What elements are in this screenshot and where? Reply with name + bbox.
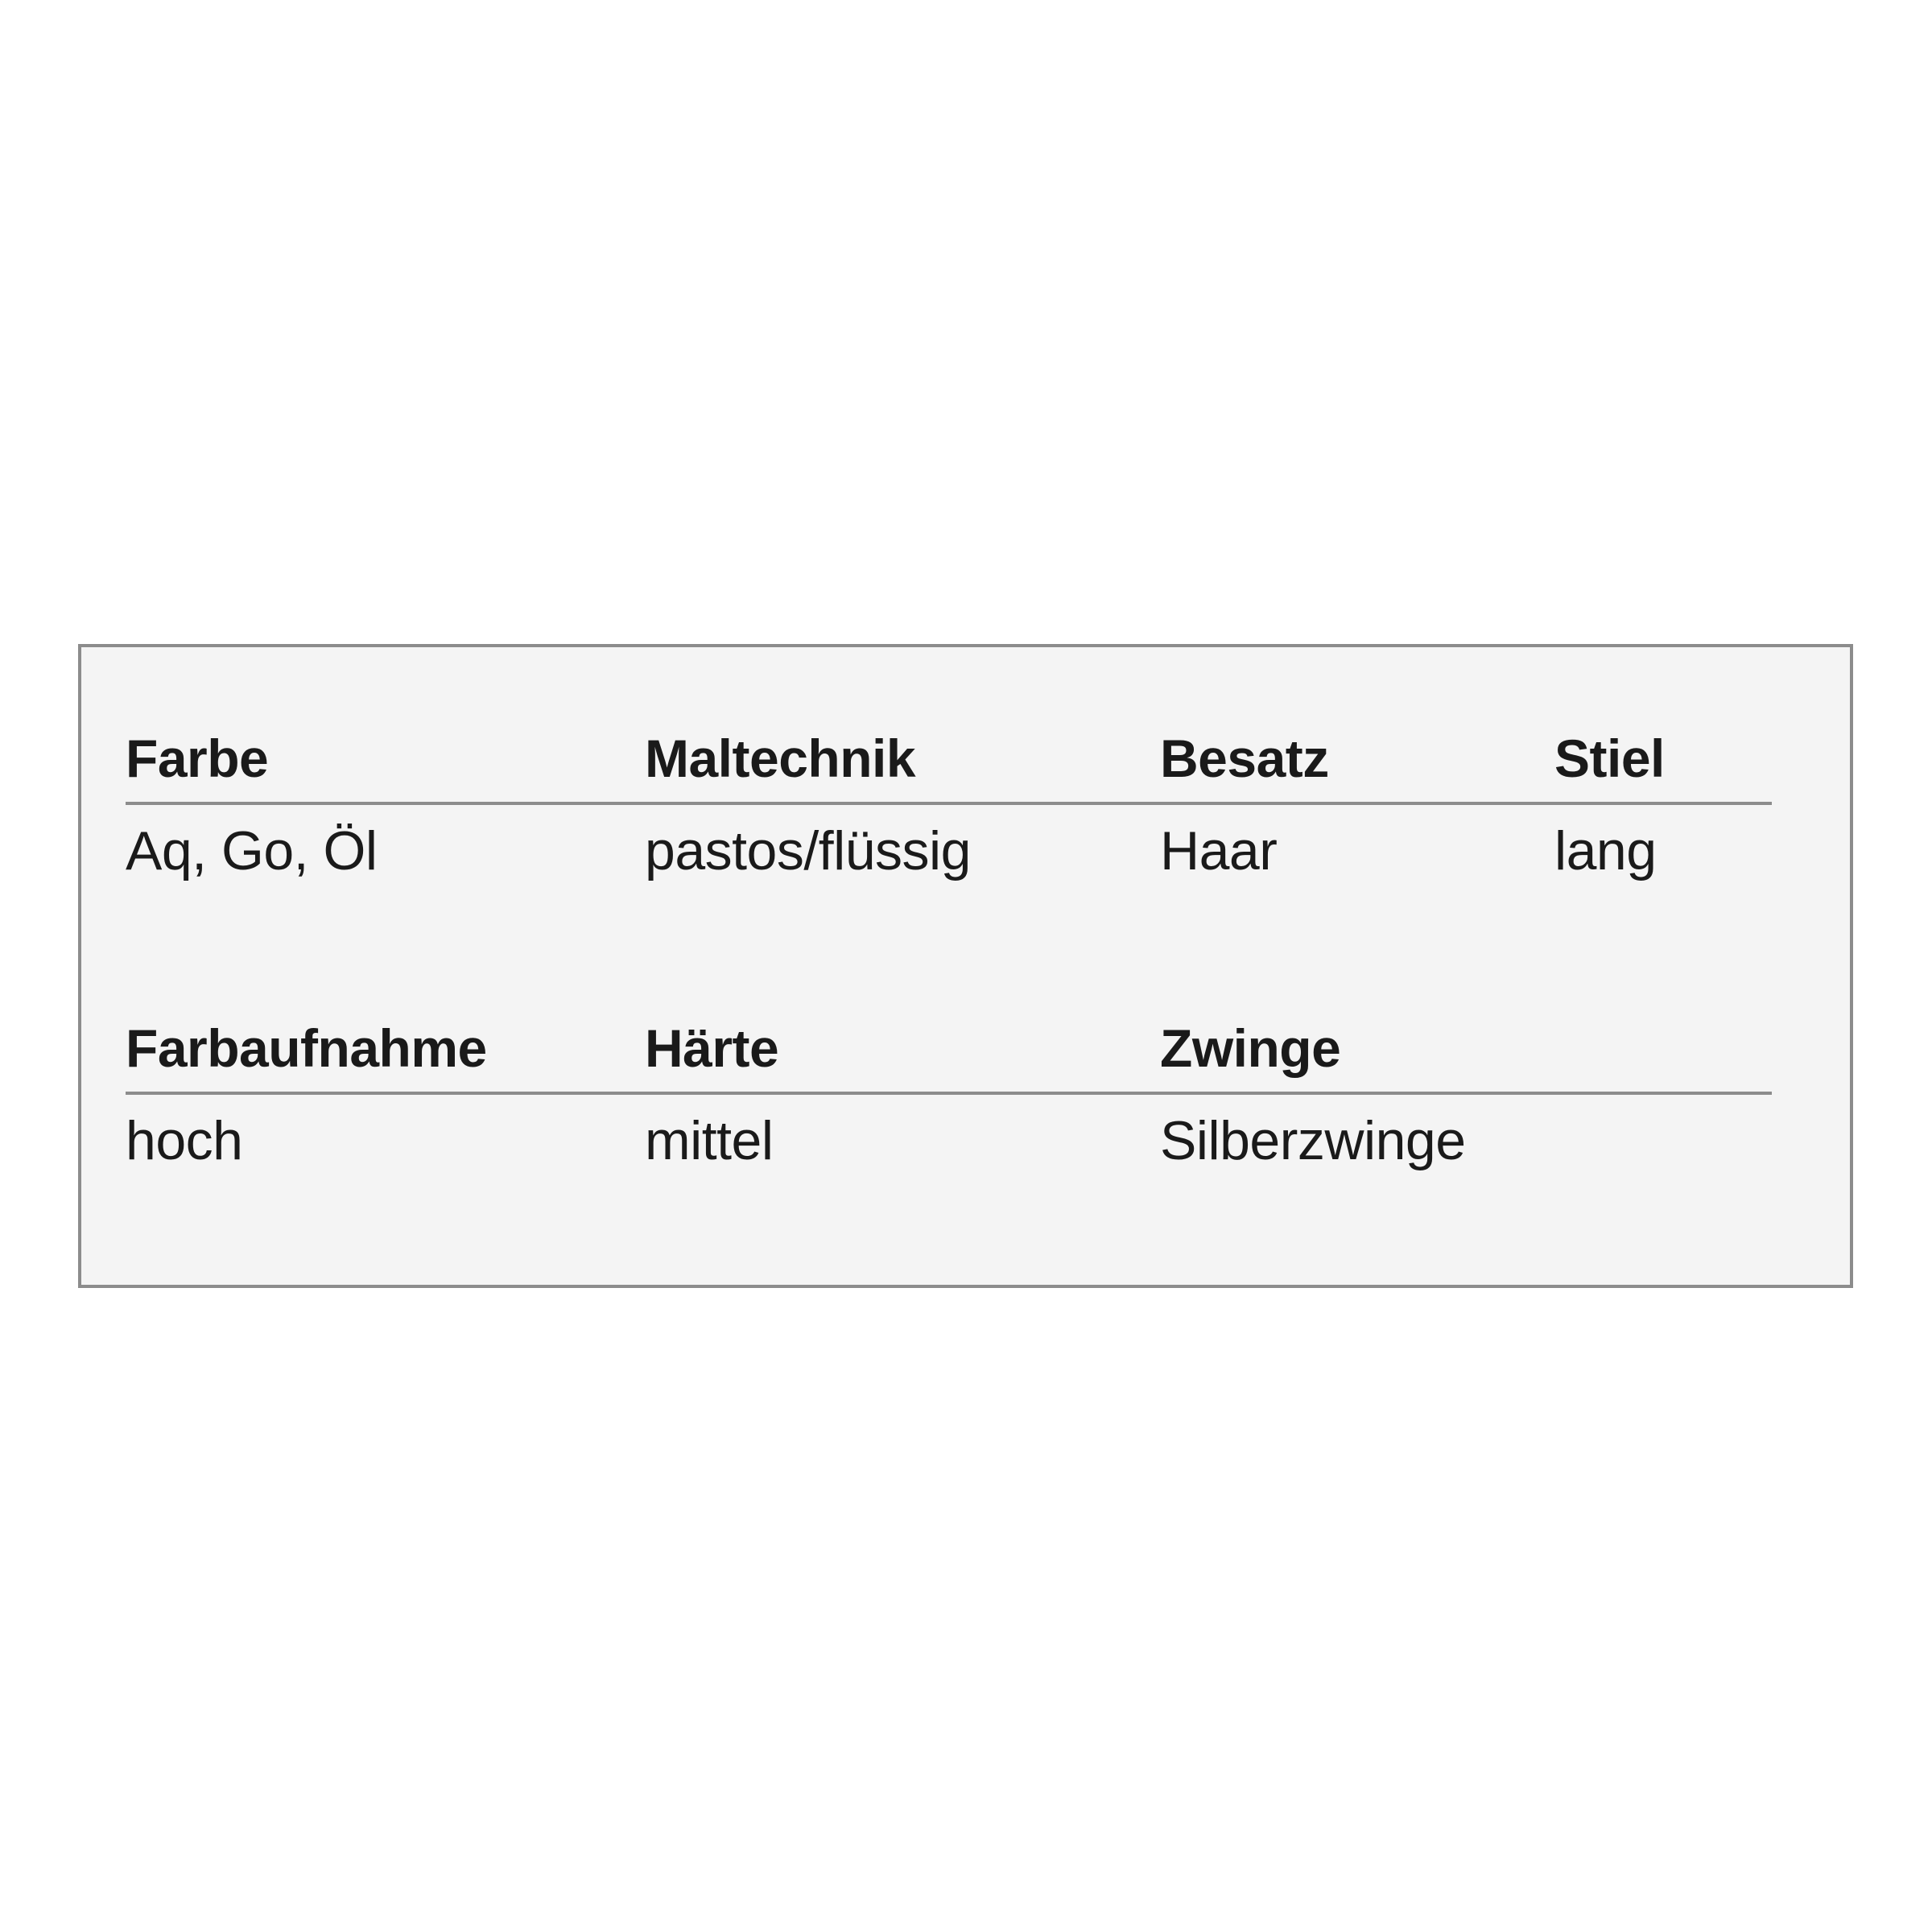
spec-block-1 [81,728,1850,916]
spec-header-row-1 [81,728,1850,800]
divider-rule-1 [126,802,1772,805]
spec-value-row-2 [81,1109,1850,1206]
brush-specification-card [78,644,1853,1288]
header-besatz: Besatz [1160,729,1329,788]
header-maltechnik: Maltechnik [645,729,916,788]
value-besatz: Haar [1160,820,1278,881]
value-farbe: Aq, Go, Öl [126,820,378,881]
header-haerte: Härte [645,1018,779,1078]
spec-value-row-1 [81,819,1850,916]
value-zwinge: Silberzwinge [1160,1110,1466,1171]
header-farbe: Farbe [126,729,269,788]
spec-block-2 [81,1018,1850,1206]
header-farbaufnahme: Farbaufnahme [126,1018,487,1078]
value-stiel: lang [1554,820,1657,881]
header-stiel: Stiel [1554,729,1665,788]
value-farbaufnahme: hoch [126,1110,243,1171]
spec-header-row-2 [81,1018,1850,1090]
value-haerte: mittel [645,1110,774,1171]
value-maltechnik: pastos/flüssig [645,820,971,881]
header-zwinge: Zwinge [1160,1018,1341,1078]
divider-rule-2 [126,1092,1772,1095]
